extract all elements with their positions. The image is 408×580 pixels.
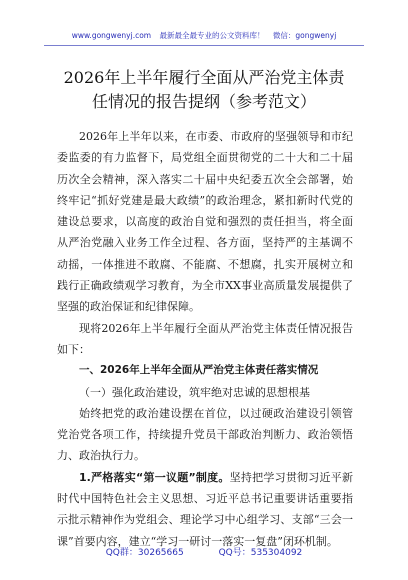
report-lead-paragraph: 现将2026年上半年履行全面从严治党主体责任情况报告如下： <box>57 321 353 356</box>
qq-group: QQ群：30265665 <box>105 548 184 558</box>
qq-number: QQ号：535304092 <box>218 548 303 558</box>
site-url[interactable]: www.gongwenyj.com <box>71 31 152 40</box>
header-divider <box>44 45 364 46</box>
section-heading-1: 一、2026年上半年全面从严治党主体责任落实情况 <box>79 364 319 377</box>
item-1-paragraph <box>57 467 353 552</box>
document-title: 2026年上半年履行全面从严治党主体责任情况的报告提纲（参考范文） <box>63 68 345 111</box>
item-1-text: 坚持把学习贯彻习近平新时代中国特色社会主义思想、习近平总书记重要讲话重要指示批示精神作为党组会、理论学习中心组学习、支部“三会一课”首要内容，建立“学习一研讨一落实一复盘”闭环机制。 <box>57 470 354 548</box>
site-slogan: 最新最全最专业的公文资料库！ <box>159 31 265 40</box>
wechat-id: 微信：gongwenyj <box>272 31 337 40</box>
contact-footer <box>0 545 408 558</box>
site-header <box>0 31 408 41</box>
subsection-heading-1: （一）强化政治建设，筑牢绝对忠诚的思想根基 <box>79 385 310 399</box>
document-body <box>57 126 353 552</box>
intro-paragraph: 2026年上半年以来，在市委、市政府的坚强领导和市纪委监委的有力监督下，局党组全面贯彻党的二十大和二十届历次全会精神，深入落实二十届中央纪委五次全会部署，始终牢记“抓好党建是最大政绩”的政治理念，紧扣新时代党的建设总要求，以高度的政治自觉和强烈的责任担当，将全面从严治党融入业务工作全过程、各方面，坚持严的主基调不动摇，一体推进不敢腐、不能腐、不想腐，扎实开展树立和践行正确政绩观学习教育，为全市XX事业高质量发展提供了坚强的政治保证和纪律保障。 <box>57 130 353 314</box>
political-building-paragraph: 始终把党的政治建设摆在首位，以过硬政治建设引领管党治党各项工作，持续提升党员干部政治判断力、政治领悟力、政治执行力。 <box>57 406 353 463</box>
item-1-title: 1.严格落实“第一议题”制度。 <box>79 470 230 484</box>
